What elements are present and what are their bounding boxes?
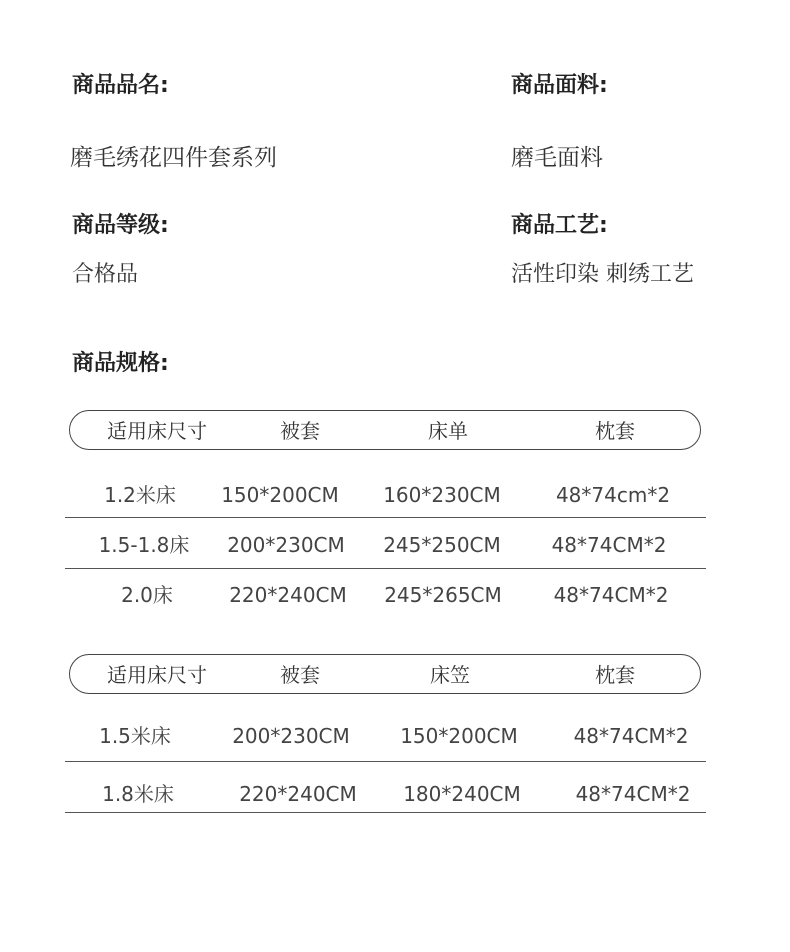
- product-name-label: 商品品名:: [72, 73, 169, 98]
- row-divider: [65, 568, 706, 569]
- cell-pillowcase: 48*74CM*2: [551, 533, 667, 557]
- header-fitted-sheet: 床笠: [430, 663, 470, 687]
- cell-pillowcase: 48*74CM*2: [575, 782, 691, 806]
- cell-sheet: 160*230CM: [383, 483, 501, 507]
- header-sheet: 床单: [428, 419, 468, 443]
- product-grade-label: 商品等级:: [72, 213, 169, 238]
- header-duvet-cover: 被套: [280, 663, 320, 687]
- header-bed-size: 适用床尺寸: [107, 419, 207, 443]
- cell-sheet: 245*265CM: [384, 583, 502, 607]
- product-name-value: 磨毛绣花四件套系列: [70, 145, 277, 171]
- header-pillowcase: 枕套: [595, 419, 635, 443]
- product-fabric-value: 磨毛面料: [511, 145, 603, 171]
- cell-pillowcase: 48*74CM*2: [573, 724, 689, 748]
- cell-bed-size: 1.8米床: [102, 782, 174, 806]
- cell-pillowcase: 48*74cm*2: [555, 483, 671, 507]
- cell-fitted-sheet: 150*200CM: [400, 724, 518, 748]
- cell-duvet-cover: 200*230CM: [232, 724, 350, 748]
- row-divider: [65, 812, 706, 813]
- cell-pillowcase: 48*74CM*2: [553, 583, 669, 607]
- product-craft-value: 活性印染 刺绣工艺: [511, 262, 694, 287]
- cell-fitted-sheet: 180*240CM: [403, 782, 521, 806]
- row-divider: [65, 517, 706, 518]
- cell-bed-size: 2.0床: [121, 583, 173, 607]
- product-spec-label: 商品规格:: [72, 351, 169, 376]
- row-divider: [65, 761, 706, 762]
- product-fabric-label: 商品面料:: [511, 73, 608, 98]
- cell-sheet: 245*250CM: [383, 533, 501, 557]
- header-duvet-cover: 被套: [280, 419, 320, 443]
- product-grade-value: 合格品: [72, 262, 139, 287]
- cell-duvet-cover: 200*230CM: [227, 533, 345, 557]
- cell-bed-size: 1.5米床: [99, 724, 171, 748]
- cell-duvet-cover: 220*240CM: [239, 782, 357, 806]
- header-pillowcase: 枕套: [595, 663, 635, 687]
- cell-duvet-cover: 220*240CM: [229, 583, 347, 607]
- cell-bed-size: 1.5-1.8床: [98, 533, 190, 557]
- product-craft-label: 商品工艺:: [511, 213, 608, 238]
- header-bed-size: 适用床尺寸: [107, 663, 207, 687]
- cell-duvet-cover: 150*200CM: [221, 483, 339, 507]
- cell-bed-size: 1.2米床: [104, 483, 176, 507]
